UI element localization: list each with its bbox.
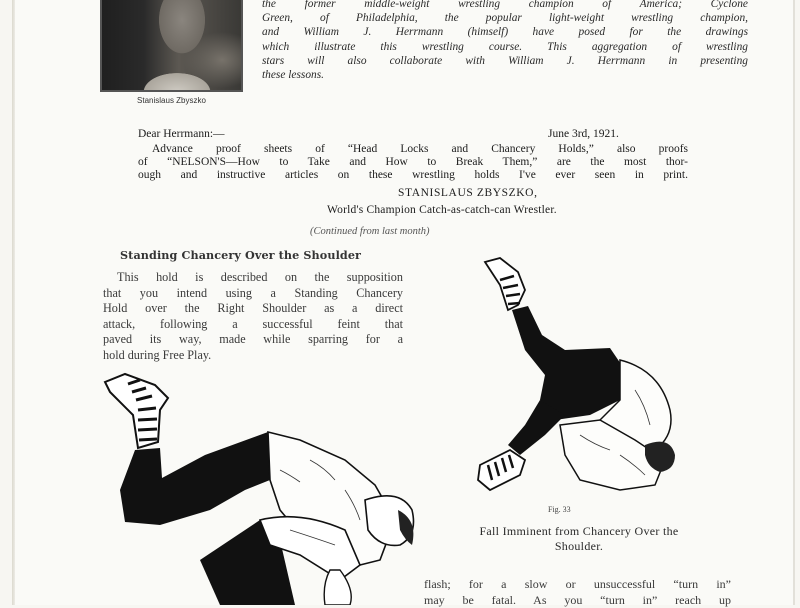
- page-edge-right: [793, 0, 795, 605]
- intro-line: these lessons.: [262, 68, 748, 82]
- body-line: This hold is described on the supposition: [103, 270, 403, 286]
- intro-line: which illustrate this wrestling course. This aggregation of wrestling: [262, 40, 748, 54]
- column2-text: [424, 577, 731, 608]
- body-line: flash; for a slow or unsuccessful “turn in”: [424, 577, 731, 593]
- letter-line: Advance proof sheets of “Head Locks and Chancery Holds,” also proofs: [138, 143, 688, 156]
- letter-date: June 3rd, 1921.: [548, 128, 619, 140]
- intro-paragraph: [262, 0, 748, 82]
- intro-line: stars will also collaborate with William J. Herrmann in presenting: [262, 54, 748, 68]
- intro-line: and William J. Herrmann (himself) have posed for the drawings: [262, 25, 748, 39]
- letter-line: ough and instructive articles on these wrestling holds I've ever seen in print.: [138, 169, 688, 182]
- body-line: may be fatal. As you “turn in” reach up: [424, 593, 731, 608]
- intro-line: Green, of Philadelphia, the popular light-weight wrestling champion,: [262, 11, 748, 25]
- figure-caption: [423, 524, 735, 554]
- body-line: Hold over the Right Shoulder as a direct: [103, 301, 403, 317]
- letter-signature-name: STANISLAUS ZBYSZKO,: [398, 187, 538, 199]
- wrestlers-illustration-fig-33: [470, 250, 690, 505]
- continued-note: (Continued from last month): [310, 226, 429, 237]
- section-body: [103, 270, 403, 364]
- body-line: paved its way, made while sparring for a: [103, 332, 403, 348]
- section-heading: Standing Chancery Over the Shoulder: [120, 248, 361, 262]
- wrestlers-illustration-standing-chancery: [100, 370, 430, 605]
- figure-number: Fig. 33: [548, 505, 571, 514]
- body-line: hold during Free Play.: [103, 348, 403, 364]
- portrait-caption: Stanislaus Zbyszko: [100, 96, 243, 105]
- letter-line: of “NELSON'S—How to Take and How to Break Them,” are the most thor-: [138, 156, 688, 169]
- figure-caption-line: Shoulder.: [423, 539, 735, 554]
- letter-signature-title: World's Champion Catch-as-catch-can Wrestler.: [327, 204, 557, 216]
- letter-body: [138, 143, 688, 181]
- figure-caption-line: Fall Imminent from Chancery Over the: [423, 524, 735, 539]
- portrait-photo: [100, 0, 243, 92]
- intro-line: the former middle-weight wrestling champion of America; Cyclone: [262, 0, 748, 11]
- body-line: attack, following a successful feint that: [103, 317, 403, 333]
- body-line: that you intend using a Standing Chancery: [103, 286, 403, 302]
- letter-salutation: Dear Herrmann:—: [138, 128, 225, 140]
